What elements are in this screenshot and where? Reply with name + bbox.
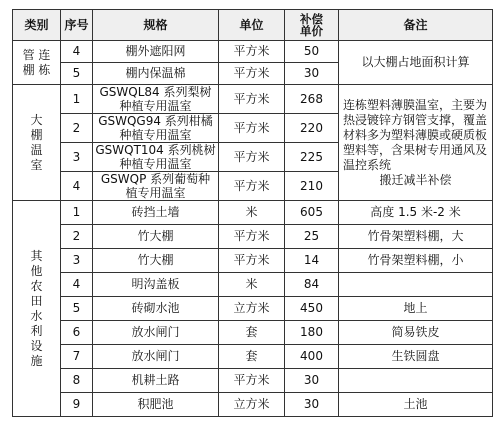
seq-cell: 1 — [61, 201, 93, 225]
price-cell: 210 — [285, 172, 339, 201]
spec-cell: 砖砌水池 — [93, 297, 219, 321]
price-cell: 84 — [285, 273, 339, 297]
category-char: 其 — [30, 248, 43, 263]
spec-line1: GSWQL84 系列梨树 — [99, 85, 212, 99]
price-cell: 30 — [285, 393, 339, 417]
seq-cell: 3 — [61, 249, 93, 273]
header-spec: 规格 — [93, 10, 219, 41]
unit-cell: 套 — [219, 321, 285, 345]
category-char: 利 — [30, 323, 43, 338]
category-char: 施 — [30, 353, 43, 368]
header-category: 类别 — [13, 10, 61, 41]
note-text: 连栋塑料薄膜温室，主要为热浸镀锌方钢管支撑，覆盖材料多为塑料薄膜或硬质板塑料等，含果树专用通风及温控系统 — [343, 97, 488, 172]
spec-cell — [93, 172, 219, 201]
spec-cell: 放水闸门 — [93, 345, 219, 369]
table-row — [13, 41, 493, 63]
table-row — [13, 369, 493, 393]
category-char: 他 — [30, 263, 43, 278]
price-cell: 400 — [285, 345, 339, 369]
header-unit: 单位 — [219, 10, 285, 41]
category-char: 室 — [30, 157, 43, 172]
seq-cell: 4 — [61, 41, 93, 63]
spec-cell: 棚内保温棉 — [93, 63, 219, 85]
header-row — [13, 10, 493, 41]
note-cell: 简易铁皮 — [339, 321, 493, 345]
seq-cell: 4 — [61, 172, 93, 201]
header-seq: 序号 — [61, 10, 93, 41]
compensation-table — [12, 9, 493, 417]
spec-cell: 积肥池 — [93, 393, 219, 417]
spec-cell: 棚外遮阳网 — [93, 41, 219, 63]
table-row — [13, 201, 493, 225]
note-cell: 高度 1.5 米-2 米 — [339, 201, 493, 225]
price-cell: 30 — [285, 63, 339, 85]
spec-cell — [93, 114, 219, 143]
spec-cell: 砖挡土墙 — [93, 201, 219, 225]
seq-cell: 1 — [61, 85, 93, 114]
seq-cell: 9 — [61, 393, 93, 417]
unit-cell: 平方米 — [219, 41, 285, 63]
category-char: 水 — [30, 308, 43, 323]
note-cell — [339, 273, 493, 297]
table-row — [13, 249, 493, 273]
note-cell: 竹骨架塑料棚，大 — [339, 225, 493, 249]
header-price-line1: 补偿 — [300, 12, 323, 26]
category-char: 设 — [30, 338, 43, 353]
spec-cell: 竹大棚 — [93, 225, 219, 249]
seq-cell: 6 — [61, 321, 93, 345]
spec-cell: 竹大棚 — [93, 249, 219, 273]
spec-line1: GSWQT104 系列桃树 — [95, 143, 216, 157]
spec-line2: 植专用温室 — [125, 186, 186, 200]
unit-cell: 米 — [219, 273, 285, 297]
unit-cell: 套 — [219, 345, 285, 369]
note-cell: 以大棚占地面积计算 — [339, 41, 493, 85]
category-cell-greenhouse-film — [13, 41, 61, 85]
unit-cell: 平方米 — [219, 63, 285, 85]
price-cell: 25 — [285, 225, 339, 249]
price-cell: 225 — [285, 143, 339, 172]
header-price — [285, 10, 339, 41]
unit-cell: 平方米 — [219, 225, 285, 249]
price-cell: 220 — [285, 114, 339, 143]
unit-cell: 平方米 — [219, 369, 285, 393]
table-row — [13, 345, 493, 369]
spec-cell — [93, 143, 219, 172]
spec-cell: 放水闸门 — [93, 321, 219, 345]
spec-cell: 明沟盖板 — [93, 273, 219, 297]
category-char: 田 — [30, 293, 43, 308]
note-cell: 地上 — [339, 297, 493, 321]
table-row — [13, 225, 493, 249]
note-cell — [339, 369, 493, 393]
table-row — [13, 273, 493, 297]
seq-cell: 5 — [61, 297, 93, 321]
spec-cell — [93, 85, 219, 114]
note-cell: 竹骨架塑料棚，小 — [339, 249, 493, 273]
spec-cell: 机耕土路 — [93, 369, 219, 393]
unit-cell: 平方米 — [219, 85, 285, 114]
unit-cell: 平方米 — [219, 249, 285, 273]
category-char: 棚 — [30, 127, 43, 142]
price-cell: 180 — [285, 321, 339, 345]
unit-cell: 平方米 — [219, 114, 285, 143]
seq-cell: 2 — [61, 114, 93, 143]
unit-cell: 立方米 — [219, 393, 285, 417]
spec-line2: 种植专用温室 — [119, 157, 192, 171]
category-char: 农 — [30, 278, 43, 293]
price-cell: 450 — [285, 297, 339, 321]
price-cell: 50 — [285, 41, 339, 63]
table-row — [13, 393, 493, 417]
seq-cell: 8 — [61, 369, 93, 393]
table-row — [13, 321, 493, 345]
category-line1: 管 连 — [22, 47, 51, 62]
price-cell: 268 — [285, 85, 339, 114]
category-cell-greenhouse — [13, 85, 61, 201]
spec-line1: GSWQP 系列葡萄种 — [100, 172, 211, 186]
category-char: 温 — [30, 142, 43, 157]
spec-line1: GSWQG94 系列柑橘 — [98, 114, 213, 128]
note-cell: 土池 — [339, 393, 493, 417]
category-char: 大 — [30, 112, 43, 127]
header-note: 备注 — [339, 10, 493, 41]
note-tail: 搬迁减半补偿 — [379, 172, 452, 187]
spec-line2: 种植专用温室 — [119, 128, 192, 142]
unit-cell: 立方米 — [219, 297, 285, 321]
seq-cell: 2 — [61, 225, 93, 249]
unit-cell: 平方米 — [219, 172, 285, 201]
unit-cell: 平方米 — [219, 143, 285, 172]
category-line2: 棚 栋 — [22, 62, 51, 77]
table-row — [13, 85, 493, 114]
note-cell: 生铁圆盘 — [339, 345, 493, 369]
unit-cell: 米 — [219, 201, 285, 225]
seq-cell: 5 — [61, 63, 93, 85]
price-cell: 605 — [285, 201, 339, 225]
table-row — [13, 297, 493, 321]
price-cell: 30 — [285, 369, 339, 393]
note-cell-greenhouse — [339, 85, 493, 201]
seq-cell: 3 — [61, 143, 93, 172]
price-cell: 14 — [285, 249, 339, 273]
category-cell-irrigation — [13, 201, 61, 417]
seq-cell: 4 — [61, 273, 93, 297]
spec-line2: 种植专用温室 — [119, 99, 192, 113]
seq-cell: 7 — [61, 345, 93, 369]
header-price-line2: 单价 — [300, 24, 323, 38]
